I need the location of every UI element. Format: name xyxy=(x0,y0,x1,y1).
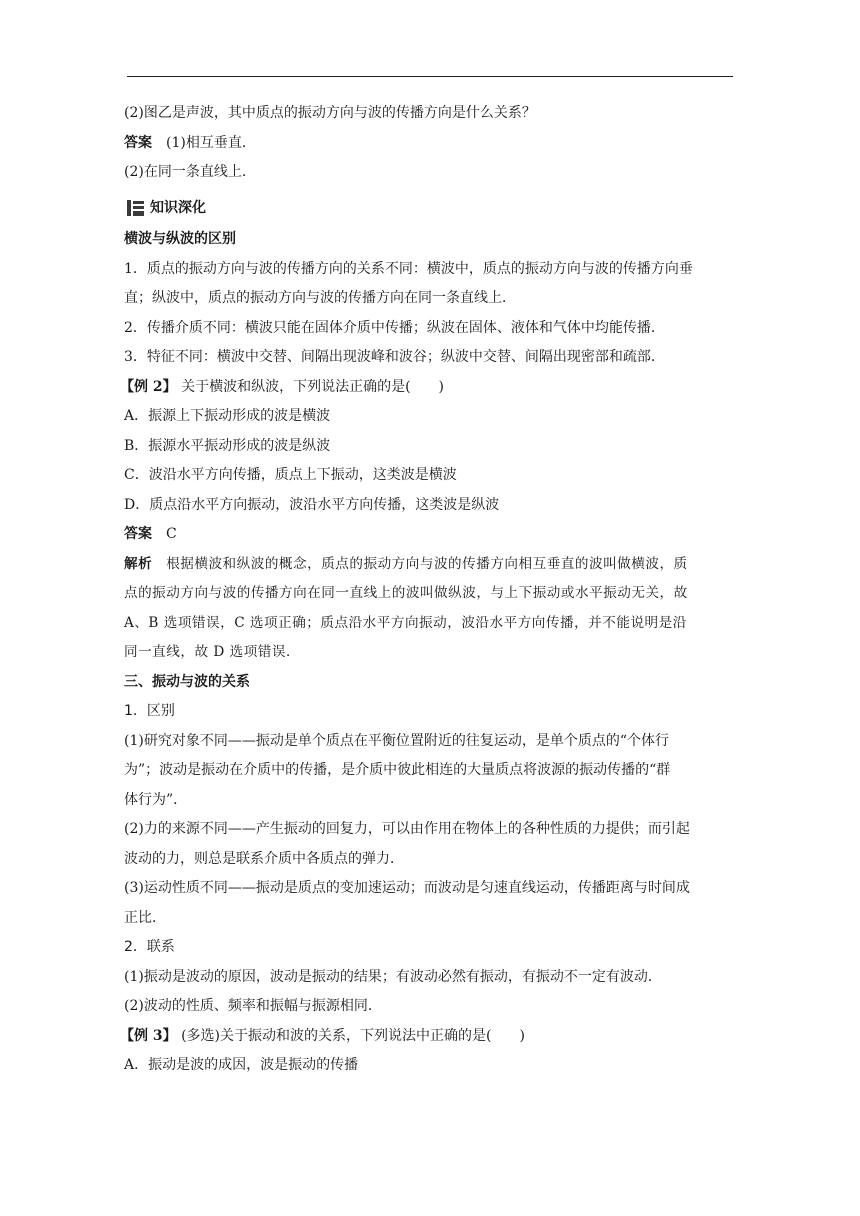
relation-2: (2)波动的性质、频率和振幅与振源相同． xyxy=(124,998,382,1014)
example-2 xyxy=(120,373,736,403)
option-c: C．波沿水平方向传播，质点上下振动，这类波是横波 xyxy=(124,467,457,483)
difference-2-line-1: (2)力的来源不同——产生振动的回复力，可以由作用在物体上的各种性质的力提供；而引起 xyxy=(124,821,690,837)
difference-1-line-3: 体行为”． xyxy=(124,791,188,808)
section-3-item-2: 2．联系 xyxy=(124,939,175,955)
section-header xyxy=(124,194,736,224)
example-3-tag: 【例 3】 xyxy=(120,1027,177,1044)
question-2: (2)图乙是声波，其中质点的振动方向与波的传播方向是什么关系？ xyxy=(124,105,536,121)
subheading: 横波与纵波的区别 xyxy=(124,231,236,247)
analysis-line-4: 同一直线，故 D 选项错误． xyxy=(124,644,301,660)
answer-1 xyxy=(124,129,736,159)
difference-2-line-2: 波动的力，则总是联系介质中各质点的弹力． xyxy=(124,850,404,867)
point-2: 2．传播介质不同：横波只能在固体介质中传播；纵波在固体、液体和气体中均能传播． xyxy=(124,319,665,336)
analysis-text-1: 根据横波和纵波的概念，质点的振动方向与波的传播方向相互垂直的波叫做横波，质 xyxy=(166,555,688,572)
difference-3-line-1: (3)运动性质不同——振动是质点的变加速运动；而波动是匀速直线运动，传播距离与时间成 xyxy=(124,880,690,896)
point-3: 3．特征不同：横波中交替、间隔出现波峰和波谷；纵波中交替、间隔出现密部和疏部． xyxy=(124,349,665,365)
answer-example-2 xyxy=(124,520,736,550)
option-a: A．振源上下振动形成的波是横波 xyxy=(124,408,331,424)
difference-3-line-2: 正比． xyxy=(124,909,166,926)
answer-1-text: (1)相互垂直． xyxy=(166,134,256,151)
option-b: B．振源水平振动形成的波是纵波 xyxy=(124,437,331,454)
example-2-tag: 【例 2】 xyxy=(120,378,177,395)
point-1-line-2: 直；纵波中，质点的振动方向与波的传播方向在同一条直线上． xyxy=(124,290,516,306)
point-1-line-1: 1．质点的振动方向与波的传播方向的关系不同：横波中，质点的振动方向与波的传播方向垂 xyxy=(124,260,693,277)
answer-label: 答案 xyxy=(124,526,152,542)
example-3-option-a: A．振动是波的成因，波是振动的传播 xyxy=(124,1057,359,1073)
relation-1: (1)振动是波动的原因，波动是振动的结果；有波动必然有振动，有振动不一定有波动． xyxy=(124,968,662,985)
analysis-line-2: 点的振动方向与波的传播方向在同一直线上的波叫做纵波，与上下振动或水平振动无关，故 xyxy=(124,585,688,601)
difference-1-line-2: 为”；波动是振动在介质中的传播，是介质中彼此相连的大量质点将波源的振动传播的“群 xyxy=(124,762,671,778)
header-rule xyxy=(127,76,733,77)
section-title: 知识深化 xyxy=(150,199,206,216)
answer-value: C xyxy=(166,526,177,542)
option-d: D．质点沿水平方向振动，波沿水平方向传播，这类波是纵波 xyxy=(124,496,500,513)
example-2-text: 关于横波和纵波，下列说法正确的是( ) xyxy=(176,378,444,395)
answer-label: 答案 xyxy=(124,134,152,151)
example-3 xyxy=(120,1022,736,1052)
section-3-item-1: 1．区别 xyxy=(124,703,175,719)
example-3-text: (多选)关于振动和波的关系，下列说法中正确的是( ) xyxy=(176,1027,525,1044)
page-content xyxy=(120,99,736,1081)
analysis-line-3: A、B 选项错误，C 选项正确；质点沿水平方向振动，波沿水平方向传播，并不能说明是沿 xyxy=(124,614,687,631)
difference-1-line-1: (1)研究对象不同——振动是单个质点在平衡位置附近的往复运动，是单个质点的“个体行 xyxy=(124,732,669,749)
answer-2: (2)在同一条直线上． xyxy=(124,164,256,180)
analysis-label: 解析 xyxy=(124,555,153,572)
section-bar-icon xyxy=(127,200,144,216)
analysis-line-1 xyxy=(124,550,736,580)
section-3-heading: 三、振动与波的关系 xyxy=(124,673,250,690)
